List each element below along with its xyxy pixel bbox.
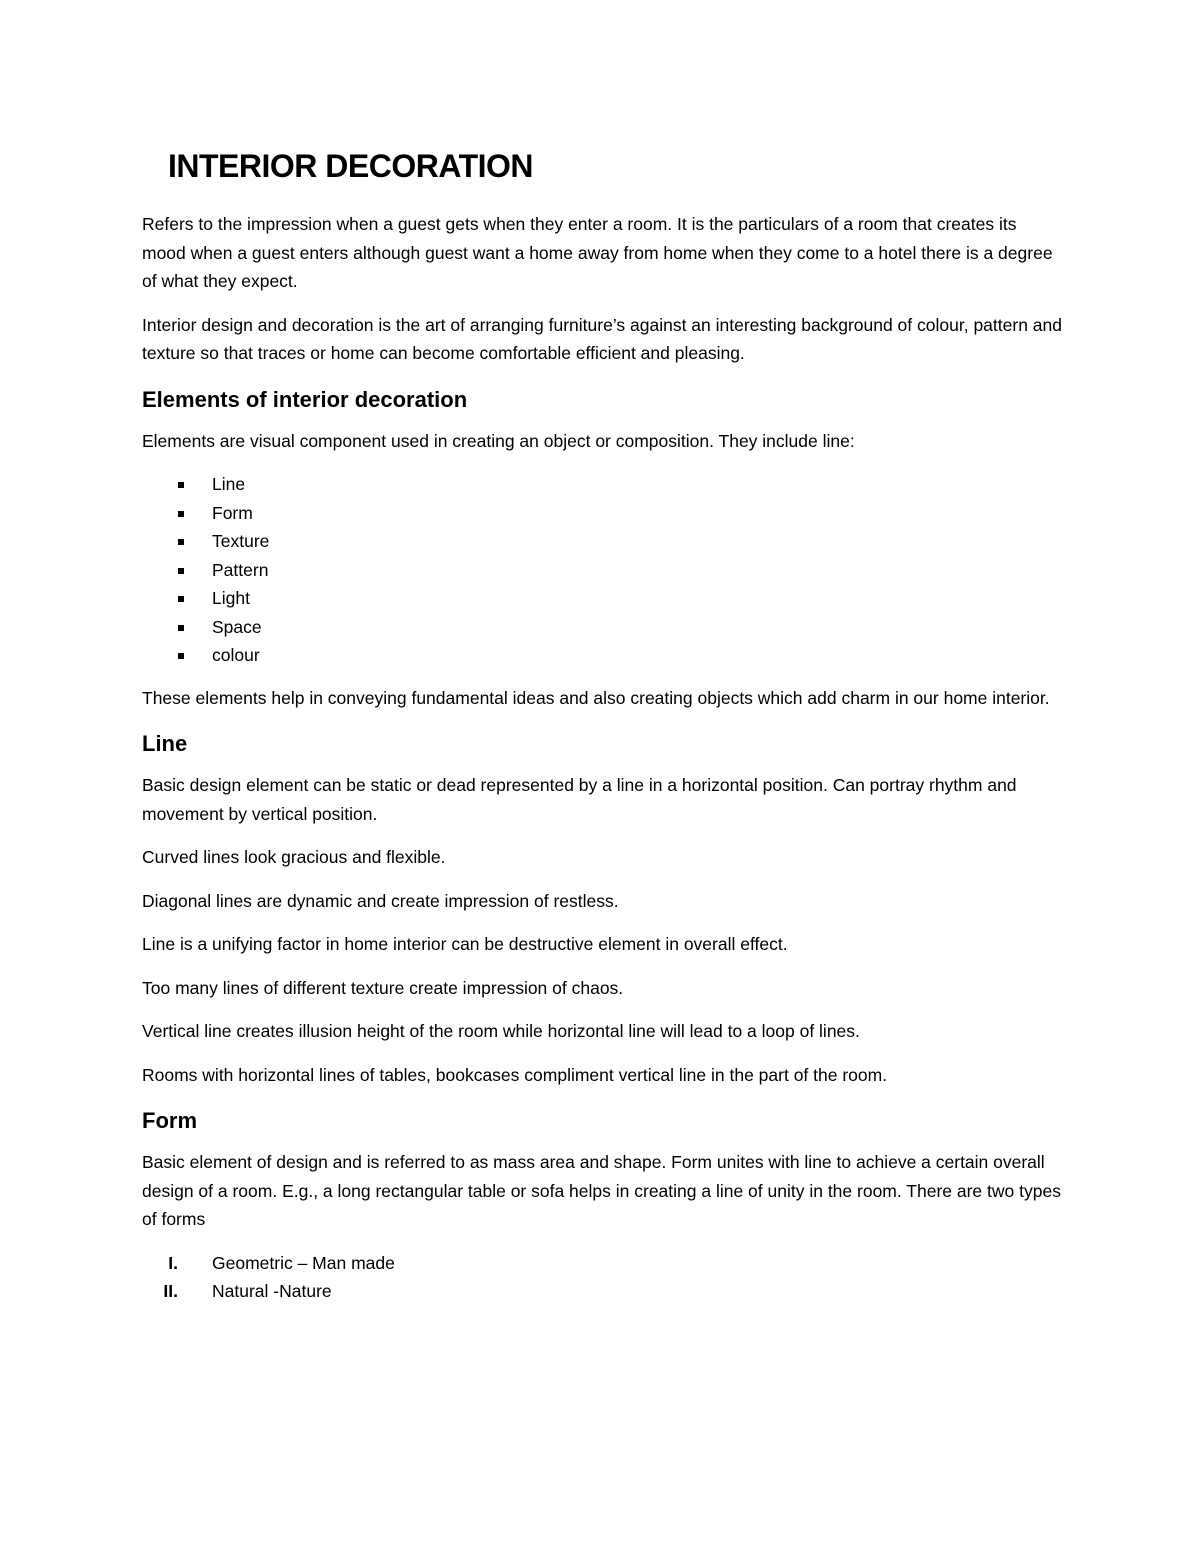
intro-paragraph: Refers to the impression when a guest gets when they enter a room. It is the particulars of a room that creates its mood when a guest enters although guest want a home away from home when they come to a hotel there is a degree of what they expect.	[142, 214, 1053, 291]
list-item	[142, 584, 1062, 613]
list-item-label: Line	[212, 474, 246, 494]
line-heading: Line	[142, 731, 188, 756]
line-paragraph: Line is a unifying factor in home interior can be destructive element in overall effect.	[142, 934, 788, 954]
elements-closing: These elements help in conveying fundamental ideas and also creating objects which add charm in our home interior.	[142, 687, 1050, 708]
line-paragraph: Rooms with horizontal lines of tables, bookcases compliment vertical line in the part of the room.	[142, 1064, 888, 1085]
intro-paragraph: Interior design and decoration is the art of arranging furniture’s against an interesting background of colour, pattern and texture so that traces or home can become comfortable efficient and pleasing.	[142, 314, 1062, 363]
square-bullet-icon	[178, 596, 184, 602]
list-item	[142, 556, 1062, 585]
list-item-label: Light	[212, 588, 250, 608]
elements-heading: Elements of interior decoration	[142, 386, 468, 412]
square-bullet-icon	[178, 482, 184, 488]
form-paragraph: Basic element of design and is referred to as mass area and shape. Form unites with line to achieve a certain overall design of a room. E.g., a long rectangular table or sofa helps in creating a line of unity in the room. There are two types of forms	[142, 1152, 1061, 1229]
square-bullet-icon	[178, 568, 184, 574]
list-item	[142, 641, 1062, 670]
line-paragraph: Too many lines of different texture create impression of chaos.	[142, 977, 624, 998]
list-item	[142, 1249, 1062, 1278]
document-title: INTERIOR DECORATION	[168, 148, 534, 184]
square-bullet-icon	[178, 625, 184, 631]
list-item-label: colour	[212, 645, 260, 665]
form-heading: Form	[142, 1108, 197, 1133]
list-item-label: Geometric – Man made	[212, 1252, 395, 1273]
list-item-label: Pattern	[212, 559, 269, 580]
list-item	[142, 527, 1062, 556]
list-item-label: Form	[212, 502, 253, 523]
list-item-label: Texture	[212, 531, 270, 551]
line-paragraph: Basic design element can be static or dead represented by a line in a horizontal position. Can portray rhythm and movement by vertical position.	[142, 775, 1017, 824]
line-paragraph: Diagonal lines are dynamic and create impression of restless.	[142, 890, 619, 911]
square-bullet-icon	[178, 653, 184, 659]
elements-lead: Elements are visual component used in creating an object or composition. They include line:	[142, 430, 855, 451]
line-paragraph: Vertical line creates illusion height of the room while horizontal line will lead to a loop of lines.	[142, 1021, 860, 1041]
line-paragraph: Curved lines look gracious and flexible.	[142, 847, 446, 867]
document-body	[142, 142, 1062, 1306]
list-item	[142, 499, 1062, 528]
elements-list	[142, 470, 1062, 670]
list-item	[142, 613, 1062, 642]
list-item	[142, 470, 1062, 499]
list-item-label: Natural -Nature	[212, 1281, 332, 1301]
square-bullet-icon	[178, 511, 184, 517]
square-bullet-icon	[178, 539, 184, 545]
list-number: II.	[163, 1281, 178, 1301]
list-number: I.	[168, 1252, 178, 1273]
form-types-list	[142, 1249, 1062, 1306]
list-item	[142, 1277, 1062, 1306]
list-item-label: Space	[212, 616, 262, 637]
